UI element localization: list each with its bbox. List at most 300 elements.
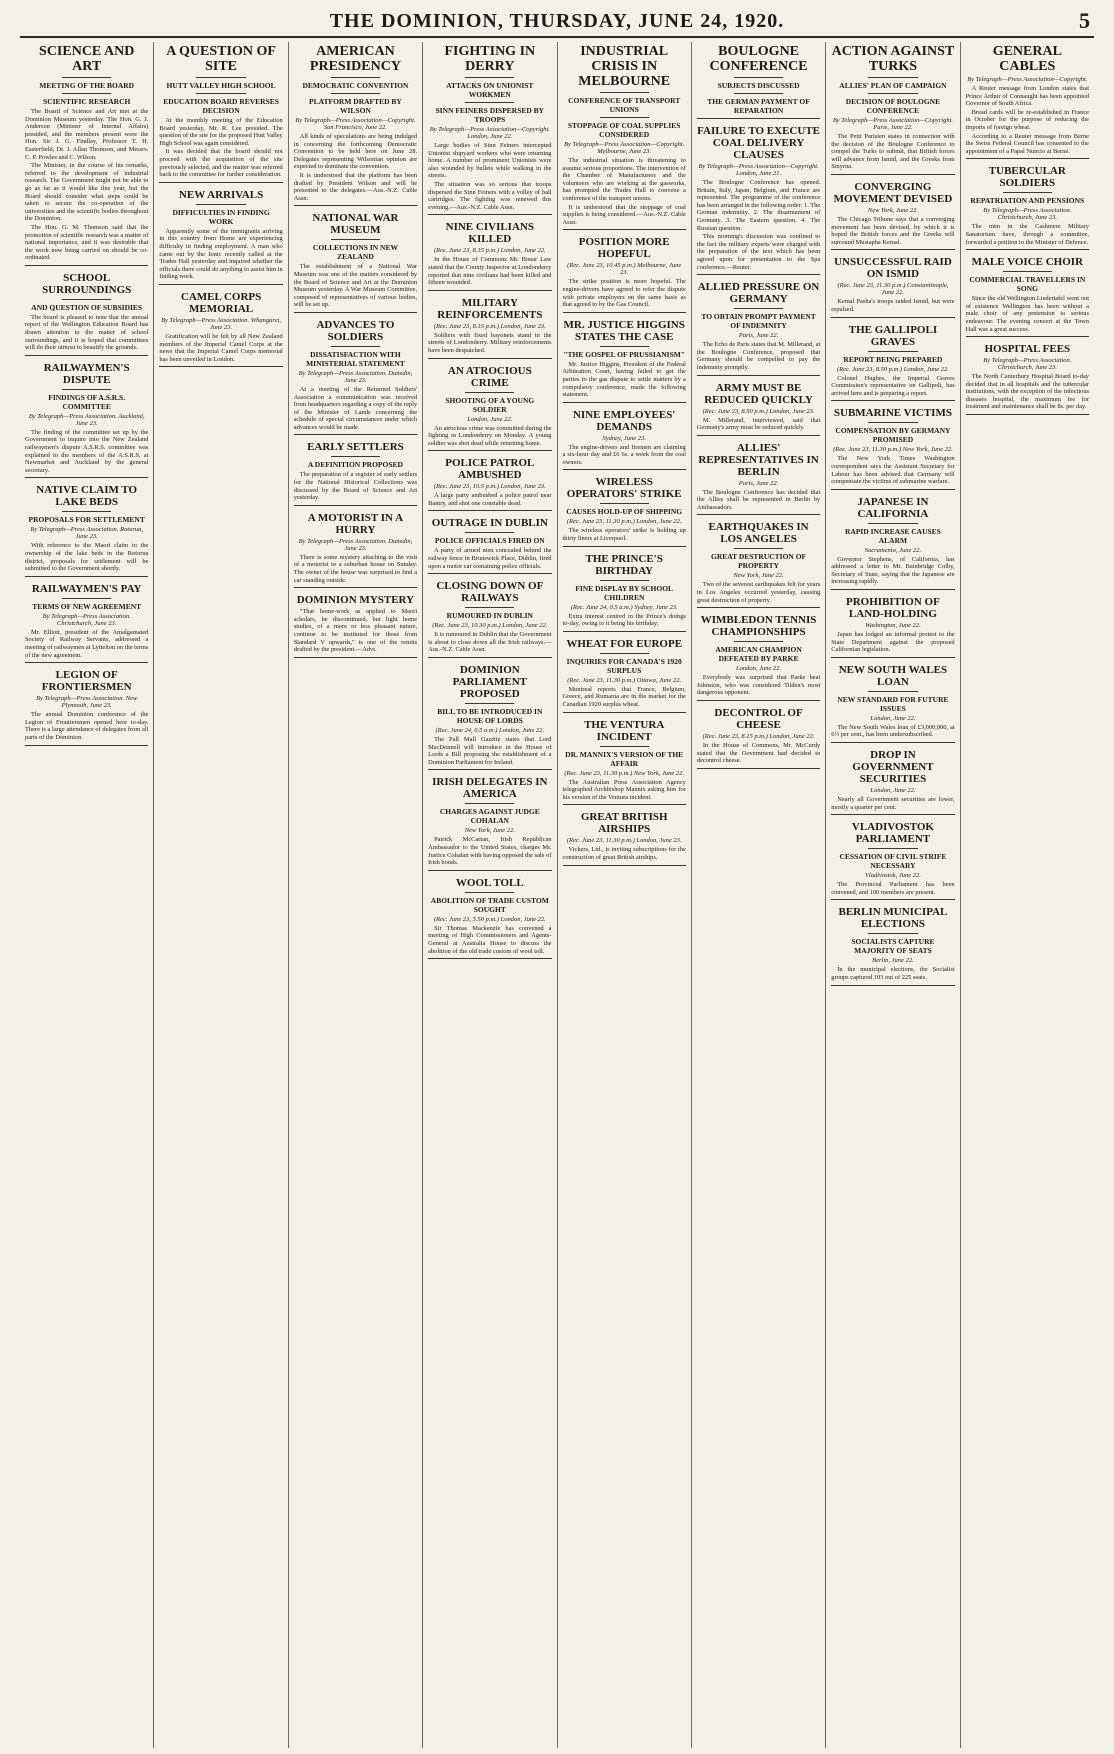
article-body bbox=[831, 133, 954, 171]
paragraph: The Pall Mall Gazette states that Lord MacDonnell will introduce in the House of Lords a Bill proposing the establishment of a Dominion Parliament for Ireland. bbox=[428, 736, 552, 766]
article-body bbox=[25, 108, 148, 262]
dateline: By Telegraph—Press Association. New Plymouth, June 23. bbox=[36, 695, 138, 710]
divider bbox=[62, 77, 111, 78]
headline: DOMINION MYSTERY bbox=[296, 594, 415, 607]
article-separator bbox=[428, 358, 551, 359]
paragraph: The North Canterbury Hospital Board to-day decided that in all hospitals and the tubercular institutions, with the exception of the infectious diseases hospital, the maximum fee for treatment and maintenance shall be 8s. per day. bbox=[965, 373, 1089, 411]
paragraph: It is rumoured in Dublin that the Government is about to close down all the Irish railways.—Aus.-N.Z. Cable Assn. bbox=[428, 631, 552, 654]
divider bbox=[868, 691, 917, 692]
dateline: (Rec. June 23, 11.30 p.m.) London, June 23. bbox=[566, 837, 682, 845]
article bbox=[159, 189, 282, 285]
divider bbox=[196, 204, 245, 205]
headline: A QUESTION OF SITE bbox=[166, 44, 276, 74]
article bbox=[831, 181, 954, 250]
article-separator bbox=[831, 589, 954, 590]
article bbox=[25, 44, 148, 266]
article bbox=[428, 664, 551, 770]
article bbox=[159, 44, 282, 183]
article-body bbox=[428, 492, 551, 507]
divider bbox=[868, 93, 917, 94]
paragraph: The Board of Science and Art met at the Dominion Museum yesterday. The Hon. G. J. Anderson (Minister of Internal Affairs) presided, and the members present were the Hon. Sir J. G. Findlay, Professor T. H. Easterfield, Dr. J. Allan Thomson, and Messrs. C. P. Powles and C. Wilson. bbox=[25, 108, 149, 161]
headline: FIGHTING IN DERRY bbox=[444, 44, 536, 74]
article-body bbox=[563, 157, 686, 226]
article-body bbox=[831, 298, 954, 313]
article bbox=[831, 906, 954, 985]
article-body bbox=[831, 455, 954, 485]
article bbox=[831, 664, 954, 743]
article-separator bbox=[428, 450, 551, 451]
divider bbox=[331, 93, 380, 94]
subheadline: "THE GOSPEL OF PRUSSIANISM" bbox=[563, 349, 685, 359]
article-body bbox=[294, 554, 417, 584]
paragraph: The New South Wales loan of £3,000,000, at 6½ per cent., has been undersubscribed. bbox=[831, 723, 955, 739]
divider bbox=[62, 598, 111, 599]
divider bbox=[600, 653, 649, 654]
dateline: By Telegraph—Press Association—Copyright. London, June 21. bbox=[698, 163, 819, 177]
paragraph: It was decided that the board should not proceed with the acquisition of the site previously selected, and the matter was referred back to the committee for further consideration. bbox=[159, 148, 283, 179]
headline: THE GALLIPOLI GRAVES bbox=[848, 323, 938, 348]
subheadline: EDUCATION BOARD REVERSES DECISION bbox=[163, 97, 279, 115]
subheadline: DIFFICULTIES IN FINDING WORK bbox=[172, 207, 270, 226]
article-separator bbox=[25, 355, 148, 356]
columns bbox=[20, 42, 1094, 1748]
paragraph: The New York Times Washington correspondent says the Assistant Secretary for Labour has been advised that Germany will compensate the victims of submarine warfare. bbox=[831, 455, 955, 486]
article-body bbox=[831, 375, 954, 398]
article-separator bbox=[697, 700, 820, 701]
article bbox=[428, 44, 551, 215]
article bbox=[563, 553, 686, 632]
divider bbox=[62, 511, 111, 512]
divider bbox=[600, 746, 649, 747]
subheadline: ABOLITION OF TRADE CUSTOM SOUGHT bbox=[430, 895, 549, 914]
dateline: By Telegraph—Press Association. Whangarei, June 23. bbox=[161, 316, 282, 331]
article-separator bbox=[697, 435, 820, 436]
article-separator bbox=[294, 434, 417, 435]
article-separator bbox=[697, 514, 820, 515]
subheadline: SINN FEINERS DISPERSED BY TROOPS bbox=[435, 106, 545, 124]
headline: BERLIN MUNICIPAL ELECTIONS bbox=[838, 906, 948, 931]
article-body bbox=[697, 674, 820, 697]
paragraph: The Hon. G. M. Thomson said that the promotion of scientific research was a matter of national importance, and it was desirable that the work now being carried on should be co-ordinated. bbox=[25, 223, 149, 262]
article-body bbox=[428, 631, 551, 654]
subheadline: MEETING OF THE BOARD bbox=[39, 81, 135, 90]
paragraph: The finding of the committee set up by the Government to inquire into the New Zealand railwaymen's dispute A.S.R.S. committee was explained to the members of the A.S.R.S. at Newmarket and Auckland by the general secretary. bbox=[25, 428, 149, 474]
paragraph: In the House of Commons Mr. Bonar Law stated that the County Inspector at Londonderry reported that nine civilians had been killed and fifteen wounded. bbox=[428, 256, 552, 287]
article-body bbox=[428, 142, 551, 211]
divider bbox=[868, 351, 917, 352]
subheadline: PLATFORM DRAFTED BY WILSON bbox=[309, 97, 402, 115]
divider bbox=[734, 308, 783, 309]
article bbox=[563, 638, 686, 713]
paragraph: All kinds of speculations are being indulged in concerning the forthcoming Democratic Convention to be held here on June 28. Delegates representing Wilsonian opinion are expected to dominate the convention. bbox=[293, 133, 418, 171]
article-separator bbox=[563, 804, 686, 805]
subheadline: SOCIALISTS CAPTURE MAJORITY OF SEATS bbox=[851, 937, 935, 956]
article bbox=[25, 484, 148, 576]
headline: NATIONAL WAR MUSEUM bbox=[312, 212, 399, 237]
article-separator bbox=[563, 631, 686, 632]
article-separator bbox=[25, 576, 148, 577]
article-body bbox=[428, 925, 551, 955]
divider bbox=[196, 93, 245, 94]
article-separator bbox=[25, 745, 148, 746]
article-body bbox=[697, 581, 820, 604]
headline: NINE CIVILIANS KILLED bbox=[445, 221, 534, 246]
article-body bbox=[428, 836, 551, 866]
article-body bbox=[966, 295, 1089, 333]
divider bbox=[331, 456, 380, 457]
paragraph: It is understood that the platform has been drafted by President Wilson and will be presented to the delegates.—Aus.-N.Z. Cable Assn. bbox=[293, 171, 418, 202]
dateline: Berlin, June 22. bbox=[872, 957, 914, 965]
paragraph: The Provincial Parliament has been convened, and 100 members are present. bbox=[831, 881, 955, 896]
paragraph: According to a Reuter message from Berne the Swiss Federal Council has consented to the appointment of a Papal Nuncio at Berne. bbox=[965, 132, 1089, 155]
article-body bbox=[831, 796, 954, 811]
article-separator bbox=[831, 985, 954, 986]
headline: DROP IN GOVERNMENT SECURITIES bbox=[852, 749, 934, 786]
headline: SUBMARINE VICTIMS bbox=[833, 407, 952, 420]
subheadline: AND QUESTION OF SUBSIDIES bbox=[31, 302, 143, 312]
article bbox=[831, 749, 954, 815]
dateline: New York, June 22. bbox=[733, 572, 784, 580]
divider bbox=[734, 641, 783, 642]
article-body bbox=[25, 429, 148, 475]
dateline: By Telegraph—Press Association—Copyright. San Francisco, June 22. bbox=[295, 117, 416, 131]
paragraph: In the municipal elections, the Socialist groups captured 103 out of 225 seats. bbox=[831, 966, 955, 981]
headline: UNSUCCESSFUL RAID ON ISMID bbox=[834, 256, 952, 281]
article bbox=[563, 44, 686, 230]
column-4 bbox=[423, 42, 557, 1748]
article-body bbox=[831, 881, 954, 896]
article bbox=[428, 517, 551, 574]
headline: POLICE PATROL AMBUSHED bbox=[445, 457, 535, 482]
headline: NINE EMPLOYEES' DEMANDS bbox=[572, 408, 676, 433]
article bbox=[294, 319, 417, 436]
article-separator bbox=[563, 865, 686, 866]
dateline: By Telegraph—Press Association. Rotorua, June 23. bbox=[30, 526, 143, 541]
article bbox=[294, 594, 417, 658]
article-separator bbox=[294, 587, 417, 588]
dateline: (Rec. June 23, 10.5 p.m.) London, June 23. bbox=[433, 483, 546, 491]
article bbox=[25, 669, 148, 745]
article-separator bbox=[563, 546, 686, 547]
article-separator bbox=[428, 769, 551, 770]
paragraph: The industrial situation is threatening to assume serious proportions. The intervention of the Chamber of Manufacturers and the volunteers who are working at the gasworks, has prompted the Trades Hall to convene a conference of the transport unions. bbox=[562, 157, 686, 202]
headline: MR. JUSTICE HIGGINS STATES THE CASE bbox=[563, 318, 685, 343]
paragraph: Extra interest centred in the Prince's doings to-day, owing to it being his birthday. bbox=[562, 612, 686, 628]
article-separator bbox=[428, 290, 551, 291]
article-separator bbox=[428, 958, 551, 959]
subheadline: TERMS OF NEW AGREEMENT bbox=[32, 601, 142, 611]
dateline: (Rec. June 23, 11.30 p.m.) Ottawa, June 22. bbox=[567, 676, 682, 684]
divider bbox=[600, 92, 649, 93]
headline: EARTHQUAKES IN LOS ANGELES bbox=[708, 521, 809, 546]
headline: POSITION MORE HOPEFUL bbox=[578, 236, 670, 261]
paragraph: At the monthly meeting of the Education Board yesterday, Mr. R. Lee presided. The question of the site for the proposed Hutt Valley High School was again considered. bbox=[159, 117, 283, 147]
article bbox=[831, 496, 954, 590]
paragraph: The establishment of a National War Museum was one of the matters considered by the Board of Science and Art at the Dominion Museum yesterday. A War Museum Committee, composed of representatives of various bodies, will be set up. bbox=[293, 263, 418, 309]
page-number: 5 bbox=[1079, 8, 1090, 33]
article-separator bbox=[159, 182, 282, 183]
article-separator bbox=[831, 174, 954, 175]
dateline: London, June 22. bbox=[870, 714, 916, 722]
subheadline: STOPPAGE OF COAL SUPPLIES CONSIDERED bbox=[567, 121, 681, 139]
article bbox=[966, 44, 1089, 159]
dateline: (Rec. June 23, 11.30 p.m.) New York, June 22. bbox=[564, 769, 685, 777]
headline: CLOSING DOWN OF RAILWAYS bbox=[436, 580, 544, 605]
divider bbox=[868, 523, 917, 524]
headline: CAMEL CORPS MEMORIAL bbox=[180, 290, 262, 315]
article bbox=[563, 719, 686, 806]
paragraph: The Minister, in the course of his remarks, referred to the development of industrial research. The Government might not be able to go as far as it would like this year, but the Board should consider what steps could be taken to secure the co-operation of the universities and the scientific bodies throughout the Dominion. bbox=[25, 162, 149, 223]
paragraph: Kemal Pasha's troops raided Ismid, but were repulsed. bbox=[831, 298, 955, 313]
article-body bbox=[25, 711, 148, 741]
divider bbox=[868, 77, 917, 78]
article-separator bbox=[831, 742, 954, 743]
headline: GENERAL CABLES bbox=[992, 44, 1062, 74]
divider bbox=[62, 93, 111, 94]
paragraph: Bread cards will be re-established in France in October for the purpose of reducing the imports of foreign wheat. bbox=[965, 108, 1089, 131]
subheadline: TO OBTAIN PROMPT PAYMENT OF INDEMNITY bbox=[701, 312, 816, 331]
subheadline: NEW STANDARD FOR FUTURE ISSUES bbox=[837, 694, 949, 713]
article-separator bbox=[831, 249, 954, 250]
article-body bbox=[563, 444, 686, 467]
column-1 bbox=[20, 42, 154, 1748]
paragraph: The strike position is more hopeful. The engine-drivers have agreed to refer the dispute with private employers on the same basis as that agreed to by the Gas Council. bbox=[562, 278, 686, 309]
headline: ACTION AGAINST TURKS bbox=[831, 44, 955, 74]
divider bbox=[465, 77, 514, 78]
subheadline: DISSATISFACTION WITH MINISTERIAL STATEMENT bbox=[306, 349, 405, 368]
article bbox=[25, 272, 148, 356]
article-separator bbox=[831, 899, 954, 900]
subheadline: COMMERCIAL TRAVELLERS IN SONG bbox=[969, 275, 1086, 294]
divider bbox=[600, 503, 649, 504]
article-separator bbox=[294, 657, 417, 658]
article-separator bbox=[428, 214, 551, 215]
headline: ADVANCES TO SOLDIERS bbox=[316, 318, 395, 343]
paragraph: The Boulogne Conference has decided that the Allies shall be represented in Berlin by Ambassadors. bbox=[696, 488, 821, 511]
article bbox=[563, 811, 686, 865]
headline: MALE VOICE CHOIR bbox=[971, 256, 1084, 269]
article bbox=[428, 297, 551, 359]
divider bbox=[600, 580, 649, 581]
subheadline: RUMOURED IN DUBLIN bbox=[446, 611, 533, 621]
paragraph: M. Millerand, interviewed, said that Germany's army must be reduced quickly. bbox=[696, 416, 821, 432]
paragraph: "That home-work as applied to Maori scholars, be discontinued, but light home studies, of a more or less pleasant nature, continue to be instituted for those from Standard V upwards," is one of the remits drafted by the president.—Advt. bbox=[293, 608, 418, 654]
article-separator bbox=[563, 312, 686, 313]
subheadline: COMPENSATION BY GERMANY PROMISED bbox=[835, 426, 951, 445]
article-body bbox=[563, 613, 686, 628]
dateline: (Rec. June 23, 11.30 p.m.) Constantinople, June 22. bbox=[837, 282, 949, 297]
headline: RAILWAYMEN'S PAY bbox=[31, 582, 142, 595]
subheadline: POLICE OFFICIALS FIRED ON bbox=[434, 536, 545, 546]
article-body bbox=[697, 179, 820, 271]
paragraph: Soldiers with fixed bayonets stand in the streets of Londonderry. Military reinforcements have been despatched. bbox=[428, 331, 552, 354]
headline: JAPANESE IN CALIFORNIA bbox=[857, 495, 929, 520]
article-body bbox=[294, 386, 417, 432]
article-separator bbox=[294, 205, 417, 206]
divider bbox=[62, 389, 111, 390]
article bbox=[831, 44, 954, 175]
divider bbox=[1003, 271, 1052, 272]
headline: AN ATROCIOUS CRIME bbox=[447, 364, 532, 389]
article bbox=[697, 382, 820, 436]
paragraph: The preparation of a register of early settlers for the National Historical Collections was discussed by the Board of Science and Art yesterday. bbox=[293, 471, 418, 502]
article-body bbox=[831, 631, 954, 654]
headline: IRISH DELEGATES IN AMERICA bbox=[432, 776, 548, 801]
paragraph: Vickers, Ltd., is inviting subscriptions for the construction of great British airships. bbox=[562, 846, 686, 861]
article-separator bbox=[831, 814, 954, 815]
paragraph: Nearly all Government securities are lower, mostly a quarter per cent. bbox=[831, 796, 955, 811]
paragraph: Patrick McCartan, Irish Republican Ambassador to the United States, charges Mr. Justice Cohalan with having opposed the sale of Irish bonds. bbox=[428, 836, 552, 867]
subheadline: CHARGES AGAINST JUDGE COHALAN bbox=[439, 807, 540, 826]
paragraph: A Reuter message from London states that Prince Arthur of Connaught has been appointed Governor of South Africa. bbox=[965, 85, 1089, 108]
divider bbox=[868, 848, 917, 849]
article-body bbox=[966, 85, 1089, 155]
dateline: New York, June 22. bbox=[464, 827, 515, 835]
paragraph: Everybody was surprised that Parke beat Johnston, who was considered Tilden's most dangerous opponent. bbox=[696, 674, 821, 697]
dateline: London, June 22. bbox=[870, 787, 916, 795]
article-separator bbox=[25, 265, 148, 266]
paragraph: The board is pleased to note that the annual report of the Wellington Education Board has drawn attention to the matter of school surroundings, and it is hoped that committees will do their utmost to beautify the grounds. bbox=[25, 313, 149, 352]
article bbox=[697, 44, 820, 119]
paragraph: With reference to the Maori claim to the ownership of the lake beds in the Rotorua district, proposals for settlement will be submitted to the Government shortly. bbox=[25, 542, 149, 573]
subheadline: A DEFINITION PROPOSED bbox=[307, 460, 403, 470]
paragraph: Since the old Wellington Liedertafel went out of existence Wellington has been without a male choir of any pretension to serious endeavour. The evening concert at the Town Hall was a great success. bbox=[965, 295, 1089, 333]
subheadline: CESSATION OF CIVIL STRIFE NECESSARY bbox=[839, 852, 947, 871]
article-separator bbox=[428, 657, 551, 658]
article-separator bbox=[294, 505, 417, 506]
article-separator bbox=[563, 469, 686, 470]
article-separator bbox=[428, 573, 551, 574]
headline: WHEAT FOR EUROPE bbox=[566, 637, 683, 650]
dateline: By Telegraph—Press Association—Copyright. Melbourne, June 23. bbox=[564, 141, 685, 155]
paragraph: The Echo de Paris states that M. Millerand, at the Boulogne Conference, proposed that Germany should be compelled to pay the indemnity promptly. bbox=[696, 341, 821, 371]
paragraph: Governor Stephens, of California, has addressed a letter to Mr. Bainbridge Colby, Secretary of State, saying that the Japanese are increasing rapidly. bbox=[831, 555, 955, 586]
dateline: Washington, June 22. bbox=[865, 622, 921, 630]
headline: WIRELESS OPERATORS' STRIKE bbox=[566, 476, 682, 501]
headline: INDUSTRIAL CRISIS IN MELBOURNE bbox=[578, 44, 671, 89]
article bbox=[25, 362, 148, 479]
article bbox=[294, 44, 417, 206]
article-separator bbox=[966, 158, 1089, 159]
dateline: (Rec. June 24, 0.5 a.m.) London, June 22. bbox=[435, 727, 545, 735]
dateline: By Telegraph—Press Association. Christchurch, June 23. bbox=[42, 612, 131, 627]
article bbox=[966, 165, 1089, 250]
article-body bbox=[294, 263, 417, 309]
dateline: New York, June 22. bbox=[867, 206, 918, 214]
article-separator bbox=[831, 489, 954, 490]
headline: GREAT BRITISH AIRSHIPS bbox=[580, 811, 668, 836]
subheadline: CAUSES HOLD-UP OF SHIPPING bbox=[566, 507, 683, 517]
article-body bbox=[563, 278, 686, 308]
article-body bbox=[831, 216, 954, 246]
headline: NEW ARRIVALS bbox=[178, 188, 264, 201]
article bbox=[563, 236, 686, 312]
headline: LEGION OF FRONTIERSMEN bbox=[41, 669, 132, 694]
dateline: (Rec. June 23, 5.50 p.m.) London, June 22. bbox=[433, 915, 546, 923]
article bbox=[831, 821, 954, 900]
paragraph: The Chicago Tribune says that a converging movement has been devised, by which it is hoped the British forces and the Greeks will surround Mustapha Kemal. bbox=[831, 215, 955, 246]
article bbox=[159, 291, 282, 367]
divider bbox=[465, 803, 514, 804]
article bbox=[294, 512, 417, 588]
paragraph: The engine-drivers and firemen are claiming a six-hour day and £6 6s. a week from the coal owners. bbox=[562, 443, 686, 466]
subheadline: REPORT BEING PREPARED bbox=[843, 354, 943, 364]
article-body bbox=[25, 542, 148, 572]
headline: SCHOOL SURROUNDINGS bbox=[42, 271, 132, 296]
subheadline: COLLECTIONS IN NEW ZEALAND bbox=[312, 243, 398, 262]
dateline: (Rec. June 24, 0.5 a.m.) Sydney, June 23. bbox=[570, 603, 678, 611]
article bbox=[294, 212, 417, 313]
article-separator bbox=[697, 274, 820, 275]
article-separator bbox=[294, 312, 417, 313]
subheadline: FINE DISPLAY BY SCHOOL CHILDREN bbox=[575, 583, 674, 602]
divider bbox=[465, 102, 514, 103]
dateline: Paris, June 22. bbox=[738, 332, 779, 340]
headline: A MOTORIST IN A HURRY bbox=[307, 511, 404, 536]
article-body bbox=[697, 742, 820, 765]
article-body bbox=[25, 629, 148, 659]
article bbox=[697, 281, 820, 375]
divider bbox=[465, 607, 514, 608]
subheadline: DECISION OF BOULOGNE CONFERENCE bbox=[845, 97, 941, 115]
dateline: By Telegraph—Press Association—Copyright. London, June 22. bbox=[429, 126, 550, 140]
article-body bbox=[159, 117, 282, 179]
dateline: (Rec. June 23, 8.15 p.m.) London, June 23. bbox=[433, 322, 546, 330]
subheadline: AMERICAN CHAMPION DEFEATED BY PARKE bbox=[715, 645, 802, 664]
article bbox=[697, 614, 820, 701]
divider bbox=[331, 77, 380, 78]
divider bbox=[196, 77, 245, 78]
article bbox=[697, 707, 820, 769]
paragraph: The Australian Press Association Agency telegraphed Archbishop Mannix asking him for his version of the Ventura incident. bbox=[562, 778, 686, 801]
divider bbox=[465, 703, 514, 704]
dateline: (Rec. June 23, 10.45 p.m.) Melbourne, June 23. bbox=[567, 262, 682, 277]
dateline: By Telegraph—Press Association. Christchurch, June 23. bbox=[983, 357, 1072, 372]
article-body bbox=[428, 736, 551, 766]
article bbox=[966, 343, 1089, 415]
dateline: Sacramento, June 22. bbox=[864, 546, 922, 554]
article-body bbox=[25, 314, 148, 352]
paragraph: An atrocious crime was committed during the fighting in Londonderry on Monday. A young soldier was shot dead while returning home. bbox=[428, 424, 552, 447]
dateline: Vladivostok, June 22. bbox=[864, 872, 921, 880]
divider bbox=[734, 93, 783, 94]
headline: THE VENTURA INCIDENT bbox=[584, 718, 665, 743]
headline: ARMY MUST BE REDUCED QUICKLY bbox=[704, 381, 813, 406]
paragraph: Two of the severest earthquakes felt for years in Los Angeles occurred yesterday, causing great destruction of property. bbox=[696, 581, 821, 604]
headline: BOULOGNE CONFERENCE bbox=[709, 44, 808, 74]
article bbox=[428, 580, 551, 658]
subheadline: ATTACKS ON UNIONIST WORKMEN bbox=[446, 81, 534, 99]
paragraph: A party of armed men concealed behind the railway fence in Brunswick Place, Dublin, fired upon a motor car containing police officials. bbox=[428, 547, 552, 570]
paragraph: Montreal reports that France, Belgium, Greece, and Rumania are in the market for the Canadian 1920 surplus wheat. bbox=[562, 685, 686, 709]
article bbox=[697, 125, 820, 275]
dateline: London, June 22. bbox=[735, 665, 782, 673]
article-body bbox=[831, 556, 954, 586]
article-body bbox=[966, 373, 1089, 411]
article bbox=[966, 256, 1089, 337]
article-body bbox=[966, 223, 1089, 246]
article bbox=[428, 365, 551, 452]
dateline: Sydney, June 23. bbox=[602, 434, 646, 442]
article-body bbox=[563, 361, 686, 399]
dateline: (Rec. June 23, 8.15 p.m.) London, June 22. bbox=[433, 247, 546, 255]
subheadline: FINDINGS OF A.S.R.S. COMMITTEE bbox=[48, 392, 126, 411]
dateline: By Telegraph—Press Association—Copyright. bbox=[967, 76, 1088, 83]
subheadline: HUTT VALLEY HIGH SCHOOL bbox=[166, 81, 276, 90]
dateline: (Rec. June 23, 10.30 p.m.) London, June 22. bbox=[432, 622, 548, 630]
article-separator bbox=[159, 366, 282, 367]
dateline: London, June 22. bbox=[467, 415, 513, 423]
